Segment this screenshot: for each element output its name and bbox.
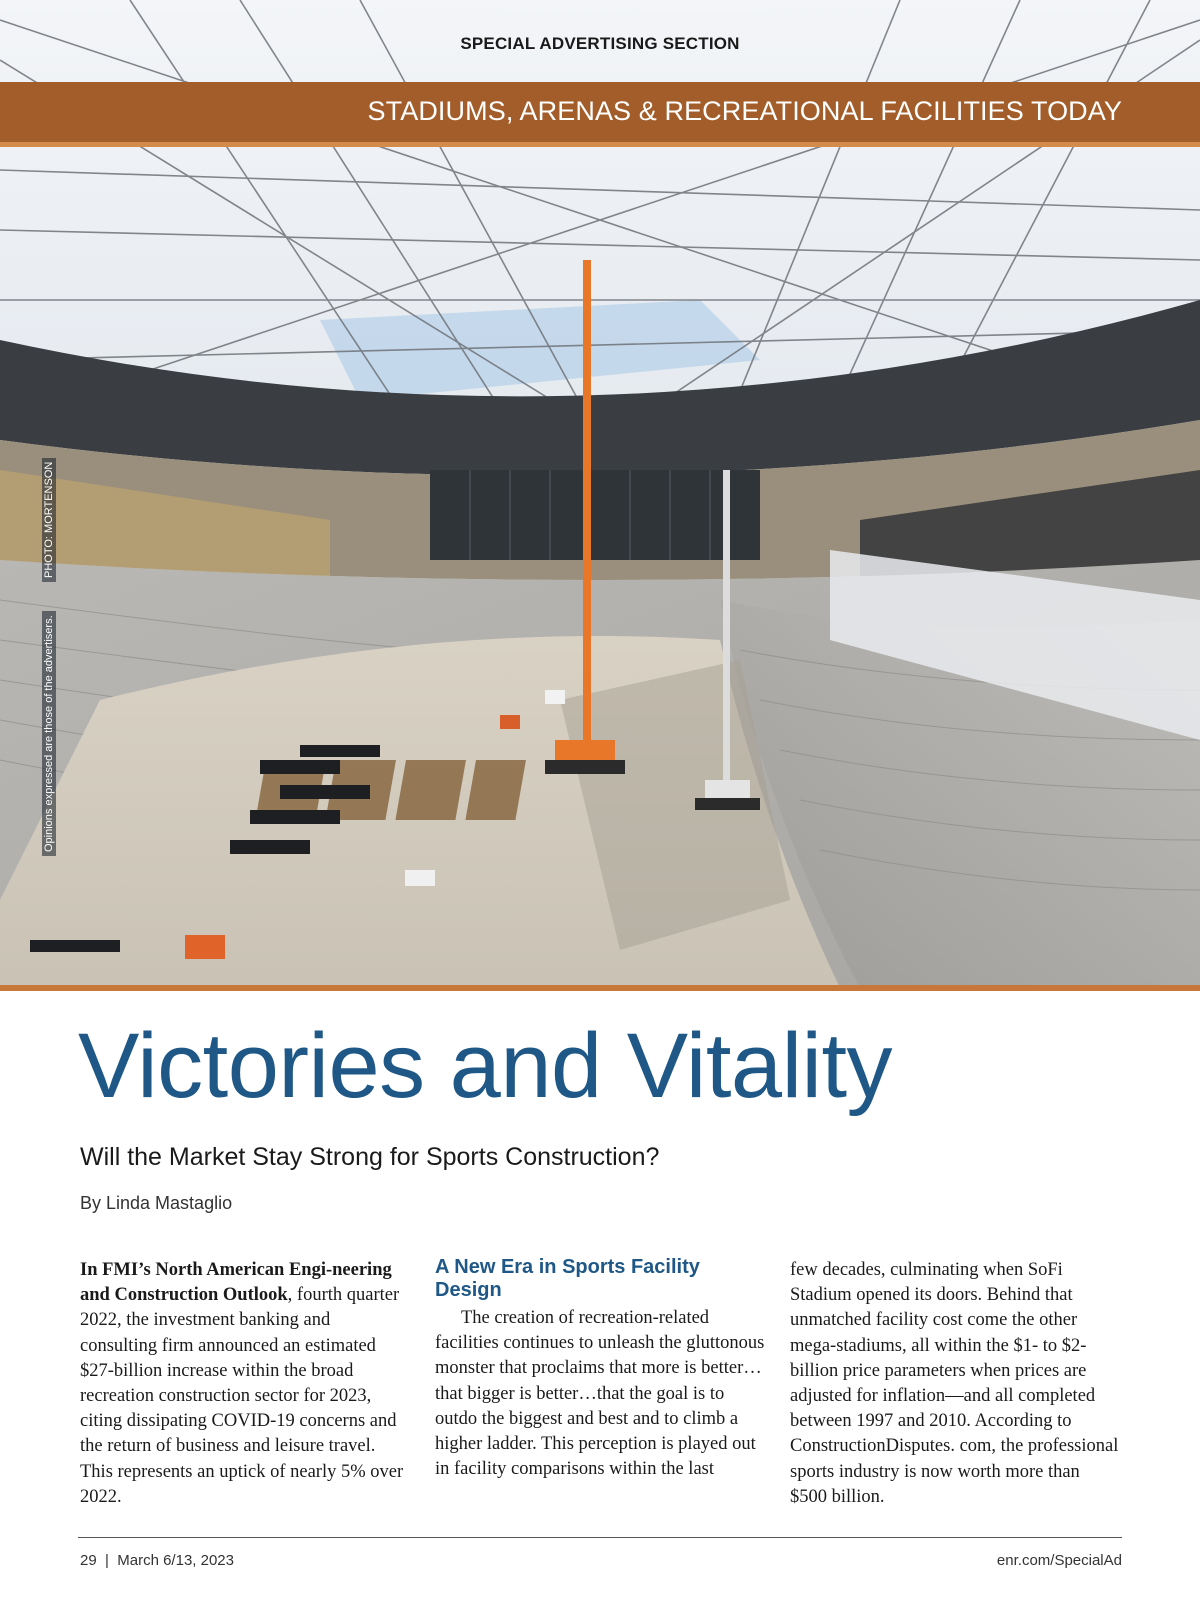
article-byline: By Linda Mastaglio <box>80 1193 233 1213</box>
advertiser-disclaimer: Opinions expressed are those of the advertisers. <box>42 611 56 856</box>
footer-url: enr.com/SpecialAd <box>996 1552 1122 1569</box>
body-column-2 <box>435 1256 765 1482</box>
column-1-text: , fourth quarter 2022, the investment banking and consulting firm announced an estimated $27-billion increase within the broad recreation construction sector for 2023, citing dissipating COVID-19 concerns and the return of business and leisure travel. This represents an uptick of nearly 5% over 2022. <box>80 1285 404 1507</box>
body-column-3 <box>790 1258 1120 1510</box>
body-column-1 <box>80 1258 410 1510</box>
section-banner <box>0 82 1200 147</box>
photo-bottom-rule <box>0 985 1200 991</box>
article-subhead: Will the Market Stay Strong for Sports Construction? <box>80 1143 660 1171</box>
column-3-text: few decades, culminating when SoFi Stadium opened its doors. Behind that unmatched facility cost come the other mega-stadiums, all within the $1- to $2-billion price parameters when prices are adjusted for inflation—and all completed between 1997 and 2010. According to ConstructionDisputes. com, the professional sports industry is now worth more than $500 billion. <box>790 1260 1119 1507</box>
section-heading: A New Era in Sports Facility Design <box>435 1256 700 1301</box>
banner-title: STADIUMS, ARENAS & RECREATIONAL FACILITIES TODAY <box>367 96 1122 126</box>
special-section-label: SPECIAL ADVERTISING SECTION <box>460 34 740 53</box>
lead-in-bold: In FMI’s North American Engi-neering and Construction Outlook <box>80 1260 392 1306</box>
article-headline: Victories and Vitality <box>78 1015 893 1117</box>
page-folio: 29 | March 6/13, 2023 <box>80 1552 234 1569</box>
column-2-text: The creation of recreation-related facilities continues to unleash the gluttonous monster that proclaims that more is better…that bigger is better…that the goal is to outdo the biggest and best and to climb a higher ladder. This perception is played out in facility comparisons within the last <box>435 1308 765 1480</box>
footer-rule <box>78 1537 1122 1538</box>
photo-credit: PHOTO: MORTENSON <box>42 458 56 582</box>
